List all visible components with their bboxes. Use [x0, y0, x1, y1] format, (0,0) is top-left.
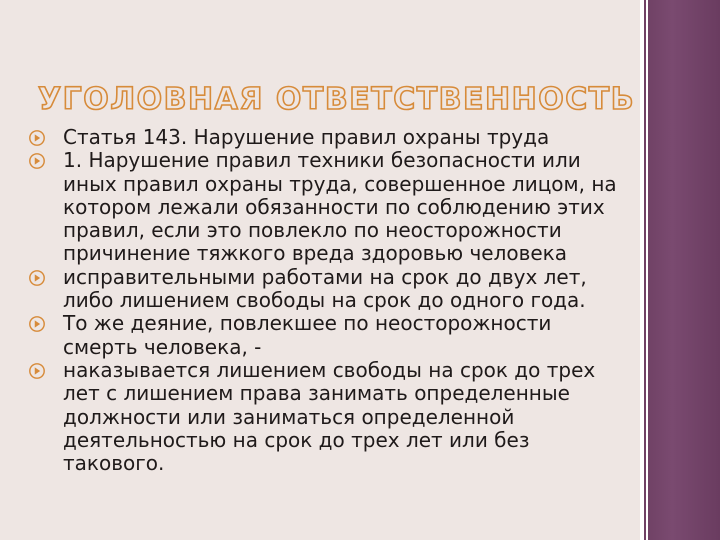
list-item-text: 1. Нарушение правил техники безопасности или иных правил охраны труда, совершенное лицом, на котором лежали обязанности по соблюдению этих правил, если это повлекло по неосторожности причинение тяжкого вреда здоровью человека: [63, 148, 617, 266]
list-item-text: Статья 143. Нарушение правил охраны труда: [63, 125, 550, 149]
circled-arrow-icon: [28, 315, 46, 333]
side-decoration-bar: [640, 0, 720, 540]
list-item: [28, 359, 628, 475]
bullet-list: [28, 126, 628, 475]
circled-arrow-icon: [28, 152, 46, 170]
circled-arrow-icon: [28, 129, 46, 147]
list-item: [28, 126, 628, 149]
list-item: [28, 149, 628, 265]
slide-title: УГОЛОВНАЯ ОТВЕТСТВЕННОСТЬ: [38, 82, 636, 117]
list-item: [28, 266, 628, 313]
list-item-text: исправительными работами на срок до двух лет, либо лишением свободы на срок до одного года.: [63, 264, 587, 313]
circled-arrow-icon: [28, 362, 46, 380]
circled-arrow-icon: [28, 269, 46, 287]
list-item-text: наказывается лишением свободы на срок до трех лет с лишением права занимать определенные должности или заниматься определенной деятельностью на срок до трех лет или без такового.: [63, 357, 596, 476]
list-item-text: То же деяние, повлекшее по неосторожности смерть человека, -: [63, 311, 552, 359]
list-item: [28, 312, 628, 359]
